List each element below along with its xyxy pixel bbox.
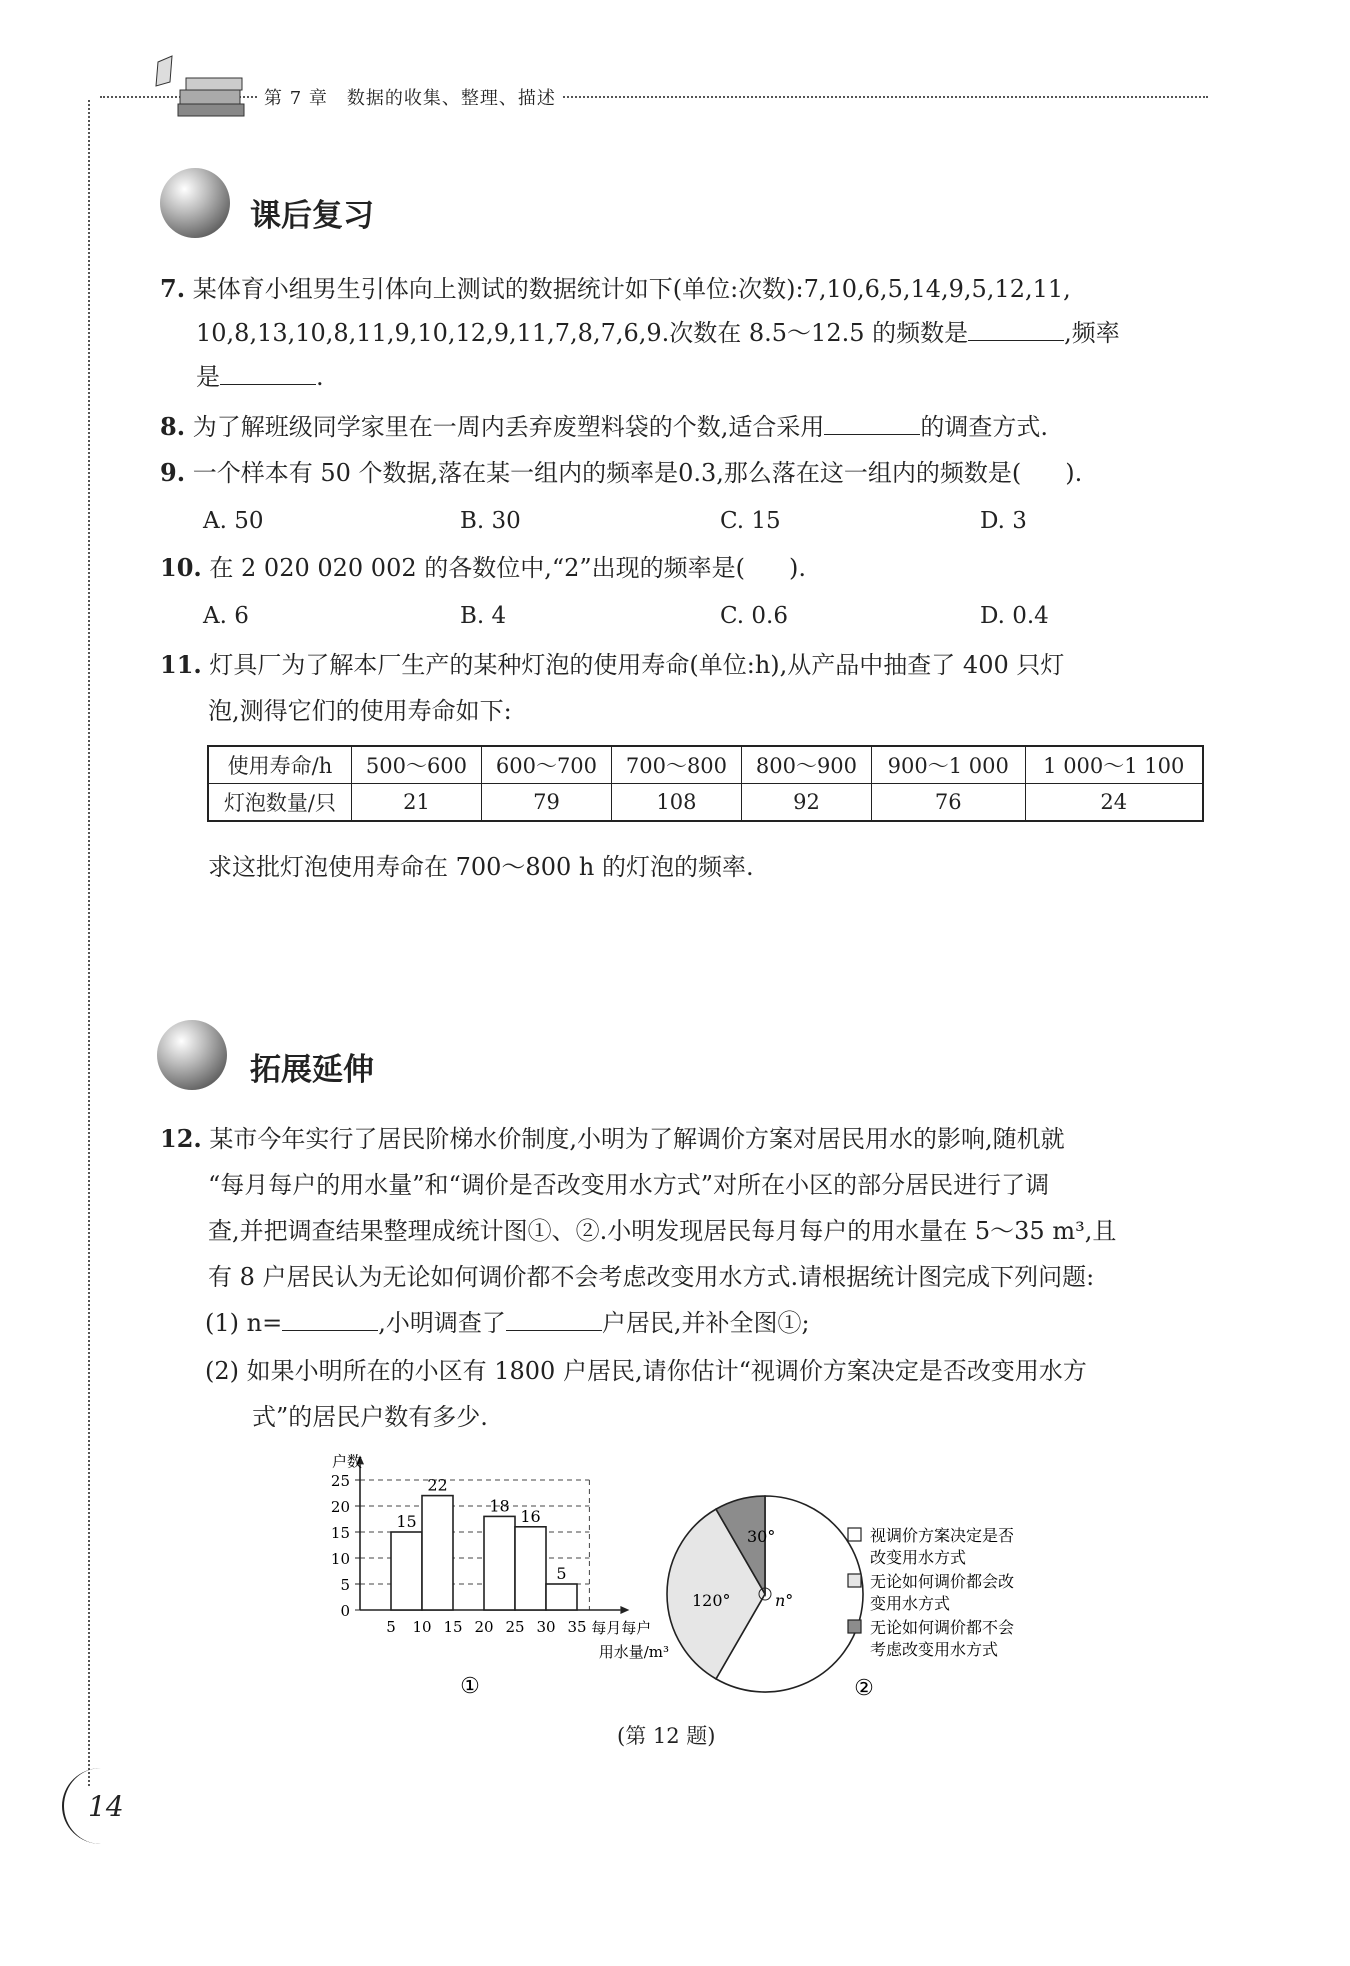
x-tick-label: 30 bbox=[536, 1618, 556, 1636]
table-cell: 92 bbox=[741, 784, 871, 822]
q8: 8. 为了解班级同学家里在一周内丢弃废塑料袋的个数,适合采用 的调查方式. bbox=[160, 412, 1048, 441]
table-header-cell: 1 000～1 100 bbox=[1025, 746, 1203, 784]
q9-option-d[interactable]: D. 3 bbox=[980, 508, 1027, 534]
q12-part1: (1) n= ,小明调查了 户居民,并补全图①; bbox=[205, 1309, 810, 1337]
q12-line3: 查,并把调查结果整理成统计图①、②.小明发现居民每月每户的用水量在 5～35 m³,且 bbox=[208, 1217, 1117, 1245]
chapter-header: 第 7 章 数据的收集、整理、描述 bbox=[258, 84, 562, 110]
x-tick-label: 20 bbox=[474, 1618, 494, 1636]
figure-label: ① bbox=[460, 1674, 480, 1699]
slice-label: n° bbox=[775, 1591, 794, 1610]
table-cell: 灯泡数量/只 bbox=[208, 784, 351, 822]
q11-line2: 泡,测得它们的使用寿命如下: bbox=[208, 697, 512, 725]
page-number: 14 bbox=[62, 1768, 140, 1844]
x-tick-label: 10 bbox=[412, 1618, 432, 1636]
legend-swatch bbox=[848, 1574, 861, 1587]
pie-chart bbox=[667, 1496, 1014, 1701]
legend-text: 改变用水方式 bbox=[870, 1548, 967, 1567]
table-header-cell: 800～900 bbox=[741, 746, 871, 784]
slice-label: 120° bbox=[692, 1591, 731, 1610]
q9-option-a[interactable]: A. 50 bbox=[203, 508, 264, 534]
q9-option-b[interactable]: B. 30 bbox=[460, 508, 521, 534]
section-title-review: 课后复习 bbox=[250, 198, 374, 234]
histogram-bar bbox=[546, 1584, 577, 1610]
table-cell: 21 bbox=[351, 784, 481, 822]
x-axis-arrow bbox=[620, 1606, 629, 1614]
legend-text: 无论如何调价都会改 bbox=[870, 1572, 1015, 1591]
legend-text: 视调价方案决定是否 bbox=[870, 1526, 1015, 1545]
histogram-bar bbox=[515, 1527, 546, 1610]
legend-swatch bbox=[848, 1528, 861, 1541]
q11-line1: 11. 灯具厂为了解本厂生产的某种灯泡的使用寿命(单位:h),从产品中抽查了 400 只灯 bbox=[160, 650, 1065, 679]
q10-option-c[interactable]: C. 0.6 bbox=[720, 603, 788, 629]
q12-line4: 有 8 户居民认为无论如何调价都不会考虑改变用水方式.请根据统计图完成下列问题: bbox=[208, 1263, 1095, 1291]
q10: 10. 在 2 020 020 002 的各数位中,“2”出现的频率是( ). bbox=[160, 553, 807, 582]
x-tick-label: 5 bbox=[386, 1618, 396, 1636]
table-header-cell: 700～800 bbox=[611, 746, 741, 784]
y-tick-label: 25 bbox=[330, 1472, 350, 1490]
legend-swatch bbox=[848, 1620, 861, 1633]
figure-caption: (第 12 题) bbox=[617, 1724, 716, 1748]
x-tick-label: 25 bbox=[505, 1618, 525, 1636]
table-cell: 79 bbox=[481, 784, 611, 822]
bar-value-label: 5 bbox=[556, 1564, 567, 1583]
histogram-bar bbox=[391, 1532, 422, 1610]
histogram-chart bbox=[331, 1452, 669, 1699]
x-axis-title: 每月每户 bbox=[591, 1619, 652, 1637]
x-axis-title: 用水量/m³ bbox=[598, 1643, 669, 1661]
q10-option-a[interactable]: A. 6 bbox=[203, 603, 249, 629]
figure-label: ② bbox=[854, 1676, 874, 1701]
table-cell: 76 bbox=[871, 784, 1025, 822]
q11-ask: 求这批灯泡使用寿命在 700～800 h 的灯泡的频率. bbox=[208, 853, 754, 881]
bar-value-label: 15 bbox=[396, 1512, 417, 1531]
x-tick-label: 15 bbox=[443, 1618, 463, 1636]
table-header-cell: 900～1 000 bbox=[871, 746, 1025, 784]
q12-part2-line1: (2) 如果小明所在的小区有 1800 户居民,请你估计“视调价方案决定是否改变用水方 bbox=[205, 1357, 1087, 1385]
q12-part2-line2: 式”的居民户数有多少. bbox=[252, 1403, 488, 1431]
bar-value-label: 18 bbox=[489, 1496, 510, 1516]
q7-line1: 7. 某体育小组男生引体向上测试的数据统计如下(单位:次数):7,10,6,5,14,9,5,12,11, bbox=[160, 274, 1071, 303]
q10-option-b[interactable]: B. 4 bbox=[460, 603, 507, 629]
section-title-extension: 拓展延伸 bbox=[250, 1052, 374, 1088]
legend-text: 无论如何调价都不会 bbox=[870, 1618, 1015, 1637]
histogram-bar bbox=[422, 1496, 453, 1610]
q9: 9. 一个样本有 50 个数据,落在某一组内的频率是0.3,那么落在这一组内的频数是( ). bbox=[160, 458, 1083, 487]
q7-line2: 10,8,13,10,8,11,9,10,12,9,11,7,8,7,6,9.次数在 8.5～12.5 的频数是 ,频率 bbox=[196, 319, 1120, 347]
histogram-bar bbox=[484, 1516, 515, 1610]
table-header-cell: 500～600 bbox=[351, 746, 481, 784]
legend-text: 考虑改变用水方式 bbox=[870, 1640, 999, 1659]
y-axis-title: 户数 bbox=[332, 1452, 363, 1471]
table-cell: 108 bbox=[611, 784, 741, 822]
y-tick-label: 10 bbox=[330, 1550, 350, 1568]
table-header-cell: 600～700 bbox=[481, 746, 611, 784]
table-header-cell: 使用寿命/h bbox=[208, 746, 351, 784]
q12-line1: 12. 某市今年实行了居民阶梯水价制度,小明为了解调价方案对居民用水的影响,随机就 bbox=[160, 1124, 1065, 1153]
table-cell: 24 bbox=[1025, 784, 1203, 822]
q7-line3: 是 . bbox=[196, 363, 324, 391]
q12-line2: “每月每户的用水量”和“调价是否改变用水方式”对所在小区的部分居民进行了调 bbox=[208, 1171, 1050, 1199]
y-tick-label: 5 bbox=[340, 1576, 350, 1594]
y-tick-label: 0 bbox=[340, 1602, 350, 1620]
y-tick-label: 20 bbox=[330, 1498, 350, 1516]
q10-option-d[interactable]: D. 0.4 bbox=[980, 603, 1049, 629]
x-tick-label: 35 bbox=[567, 1618, 587, 1636]
slice-label: 30° bbox=[747, 1527, 776, 1546]
legend-text: 变用水方式 bbox=[870, 1594, 951, 1613]
q9-option-c[interactable]: C. 15 bbox=[720, 508, 781, 534]
y-tick-label: 15 bbox=[330, 1524, 350, 1542]
bar-value-label: 22 bbox=[427, 1475, 448, 1495]
bar-value-label: 16 bbox=[520, 1506, 541, 1526]
